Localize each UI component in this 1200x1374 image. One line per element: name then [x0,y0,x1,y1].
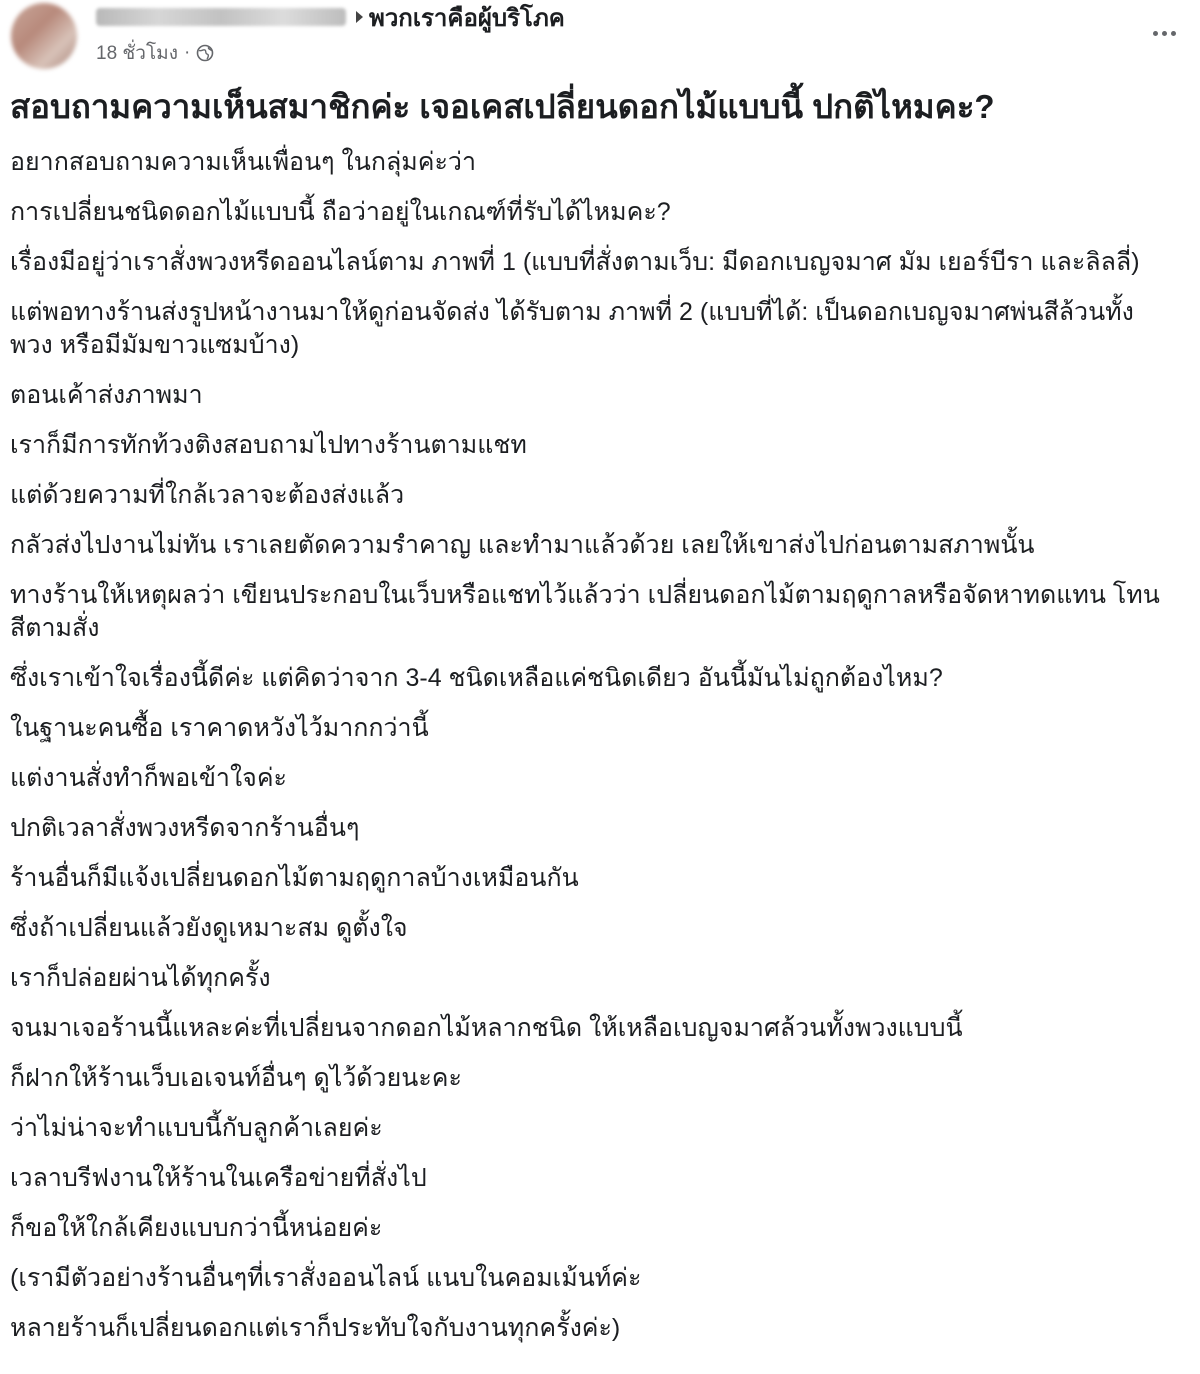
post-paragraph: แต่พอทางร้านส่งรูปหน้างานมาให้ดูก่อนจัดส่ง ได้รับตาม ภาพที่ 2 (แบบที่ได้: เป็นดอกเบญจมาศพ่นสีล้วนทั้ง พวง หรือมีมัมขาวแซมบ้าง) [10,298,1134,359]
post-title: สอบถามความเห็นสมาชิกค่ะ เจอเคสเปลี่ยนดอกไม้แบบนี้ ปกติไหมคะ? [10,88,995,125]
post-paragraph: ปกติเวลาสั่งพวงหรีดจากร้านอื่นๆ [10,814,360,842]
meta-separator: · [183,42,191,63]
post-timestamp[interactable]: 18 ชั่วโมง [96,43,178,64]
post-paragraph: ก็ขอให้ใกล้เคียงแบบกว่านี้หน่อยค่ะ [10,1214,383,1242]
blurred-author-name[interactable] [96,8,346,26]
avatar[interactable] [11,3,77,69]
post-paragraph: หลายร้านก็เปลี่ยนดอกแต่เราก็ประทับใจกับงานทุกครั้งค่ะ) [10,1314,621,1342]
post-paragraph: ตอนเค้าส่งภาพมา [10,381,203,409]
author-row [96,2,565,32]
post-paragraph: เราก็ปล่อยผ่านได้ทุกครั้ง [10,964,271,992]
post-meta [96,40,214,66]
post-paragraph: ก็ฝากให้ร้านเว็บเอเจนท์อื่นๆ ดูไว้ด้วยนะคะ [10,1064,462,1092]
post-paragraph: ทางร้านให้เหตุผลว่า เขียนประกอบในเว็บหรือแชทไว้แล้วว่า เปลี่ยนดอกไม้ตามฤดูกาลหรือจัดหาทดแทน โทน สีตามสั่ง [10,581,1160,642]
globe-icon[interactable] [196,44,214,62]
post-paragraph: แต่งานสั่งทำก็พอเข้าใจค่ะ [10,764,287,792]
post-header [8,0,1192,80]
group-name-link[interactable]: พวกเราคือผู้บริโภค [369,4,565,32]
post-paragraph: เวลาบรีฟงานให้ร้านในเครือข่ายที่สั่งไป [10,1164,427,1192]
post-paragraph: จนมาเจอร้านนี้แหละค่ะที่เปลี่ยนจากดอกไม้หลากชนิด ให้เหลือเบญจมาศล้วนทั้งพวงแบบนี้ [10,1014,963,1042]
post-paragraph: การเปลี่ยนชนิดดอกไม้แบบนี้ ถือว่าอยู่ในเกณฑ์ที่รับได้ไหมคะ? [10,198,671,226]
post-paragraph: แต่ด้วยความที่ใกล้เวลาจะต้องส่งแล้ว [10,481,405,509]
post-paragraph: ซึ่งเราเข้าใจเรื่องนี้ดีค่ะ แต่คิดว่าจาก 3-4 ชนิดเหลือแค่ชนิดเดียว อันนี้มันไม่ถูกต้องไหม? [10,664,943,692]
post-paragraph: ร้านอื่นก็มีแจ้งเปลี่ยนดอกไม้ตามฤดูกาลบ้างเหมือนกัน [10,864,579,892]
post-paragraph: กลัวส่งไปงานไม่ทัน เราเลยตัดความรำคาญ และทำมาแล้วด้วย เลยให้เขาส่งไปก่อนตามสภาพนั้น [10,531,1035,559]
post-paragraph: เรื่องมีอยู่ว่าเราสั่งพวงหรีดออนไลน์ตาม ภาพที่ 1 (แบบที่สั่งตามเว็บ: มีดอกเบญจมาศ มัม เยอร์บีรา และลิลลี่) [10,248,1140,276]
post-paragraph: ในฐานะคนซื้อ เราคาดหวังไว้มากกว่านี้ [10,714,429,742]
arrow-right-icon [356,11,363,23]
more-options-icon[interactable] [1144,18,1184,48]
post-paragraph: ว่าไม่น่าจะทำแบบนี้กับลูกค้าเลยค่ะ [10,1114,383,1142]
post-paragraph: ซึ่งถ้าเปลี่ยนแล้วยังดูเหมาะสม ดูตั้งใจ [10,914,408,942]
post-paragraph: เราก็มีการทักท้วงติงสอบถามไปทางร้านตามแชท [10,431,527,459]
post-body [10,146,1190,1362]
post-paragraph: (เรามีตัวอย่างร้านอื่นๆที่เราสั่งออนไลน์ แนบในคอมเม้นท์ค่ะ [10,1264,642,1292]
post-paragraph: อยากสอบถามความเห็นเพื่อนๆ ในกลุ่มค่ะว่า [10,148,476,176]
